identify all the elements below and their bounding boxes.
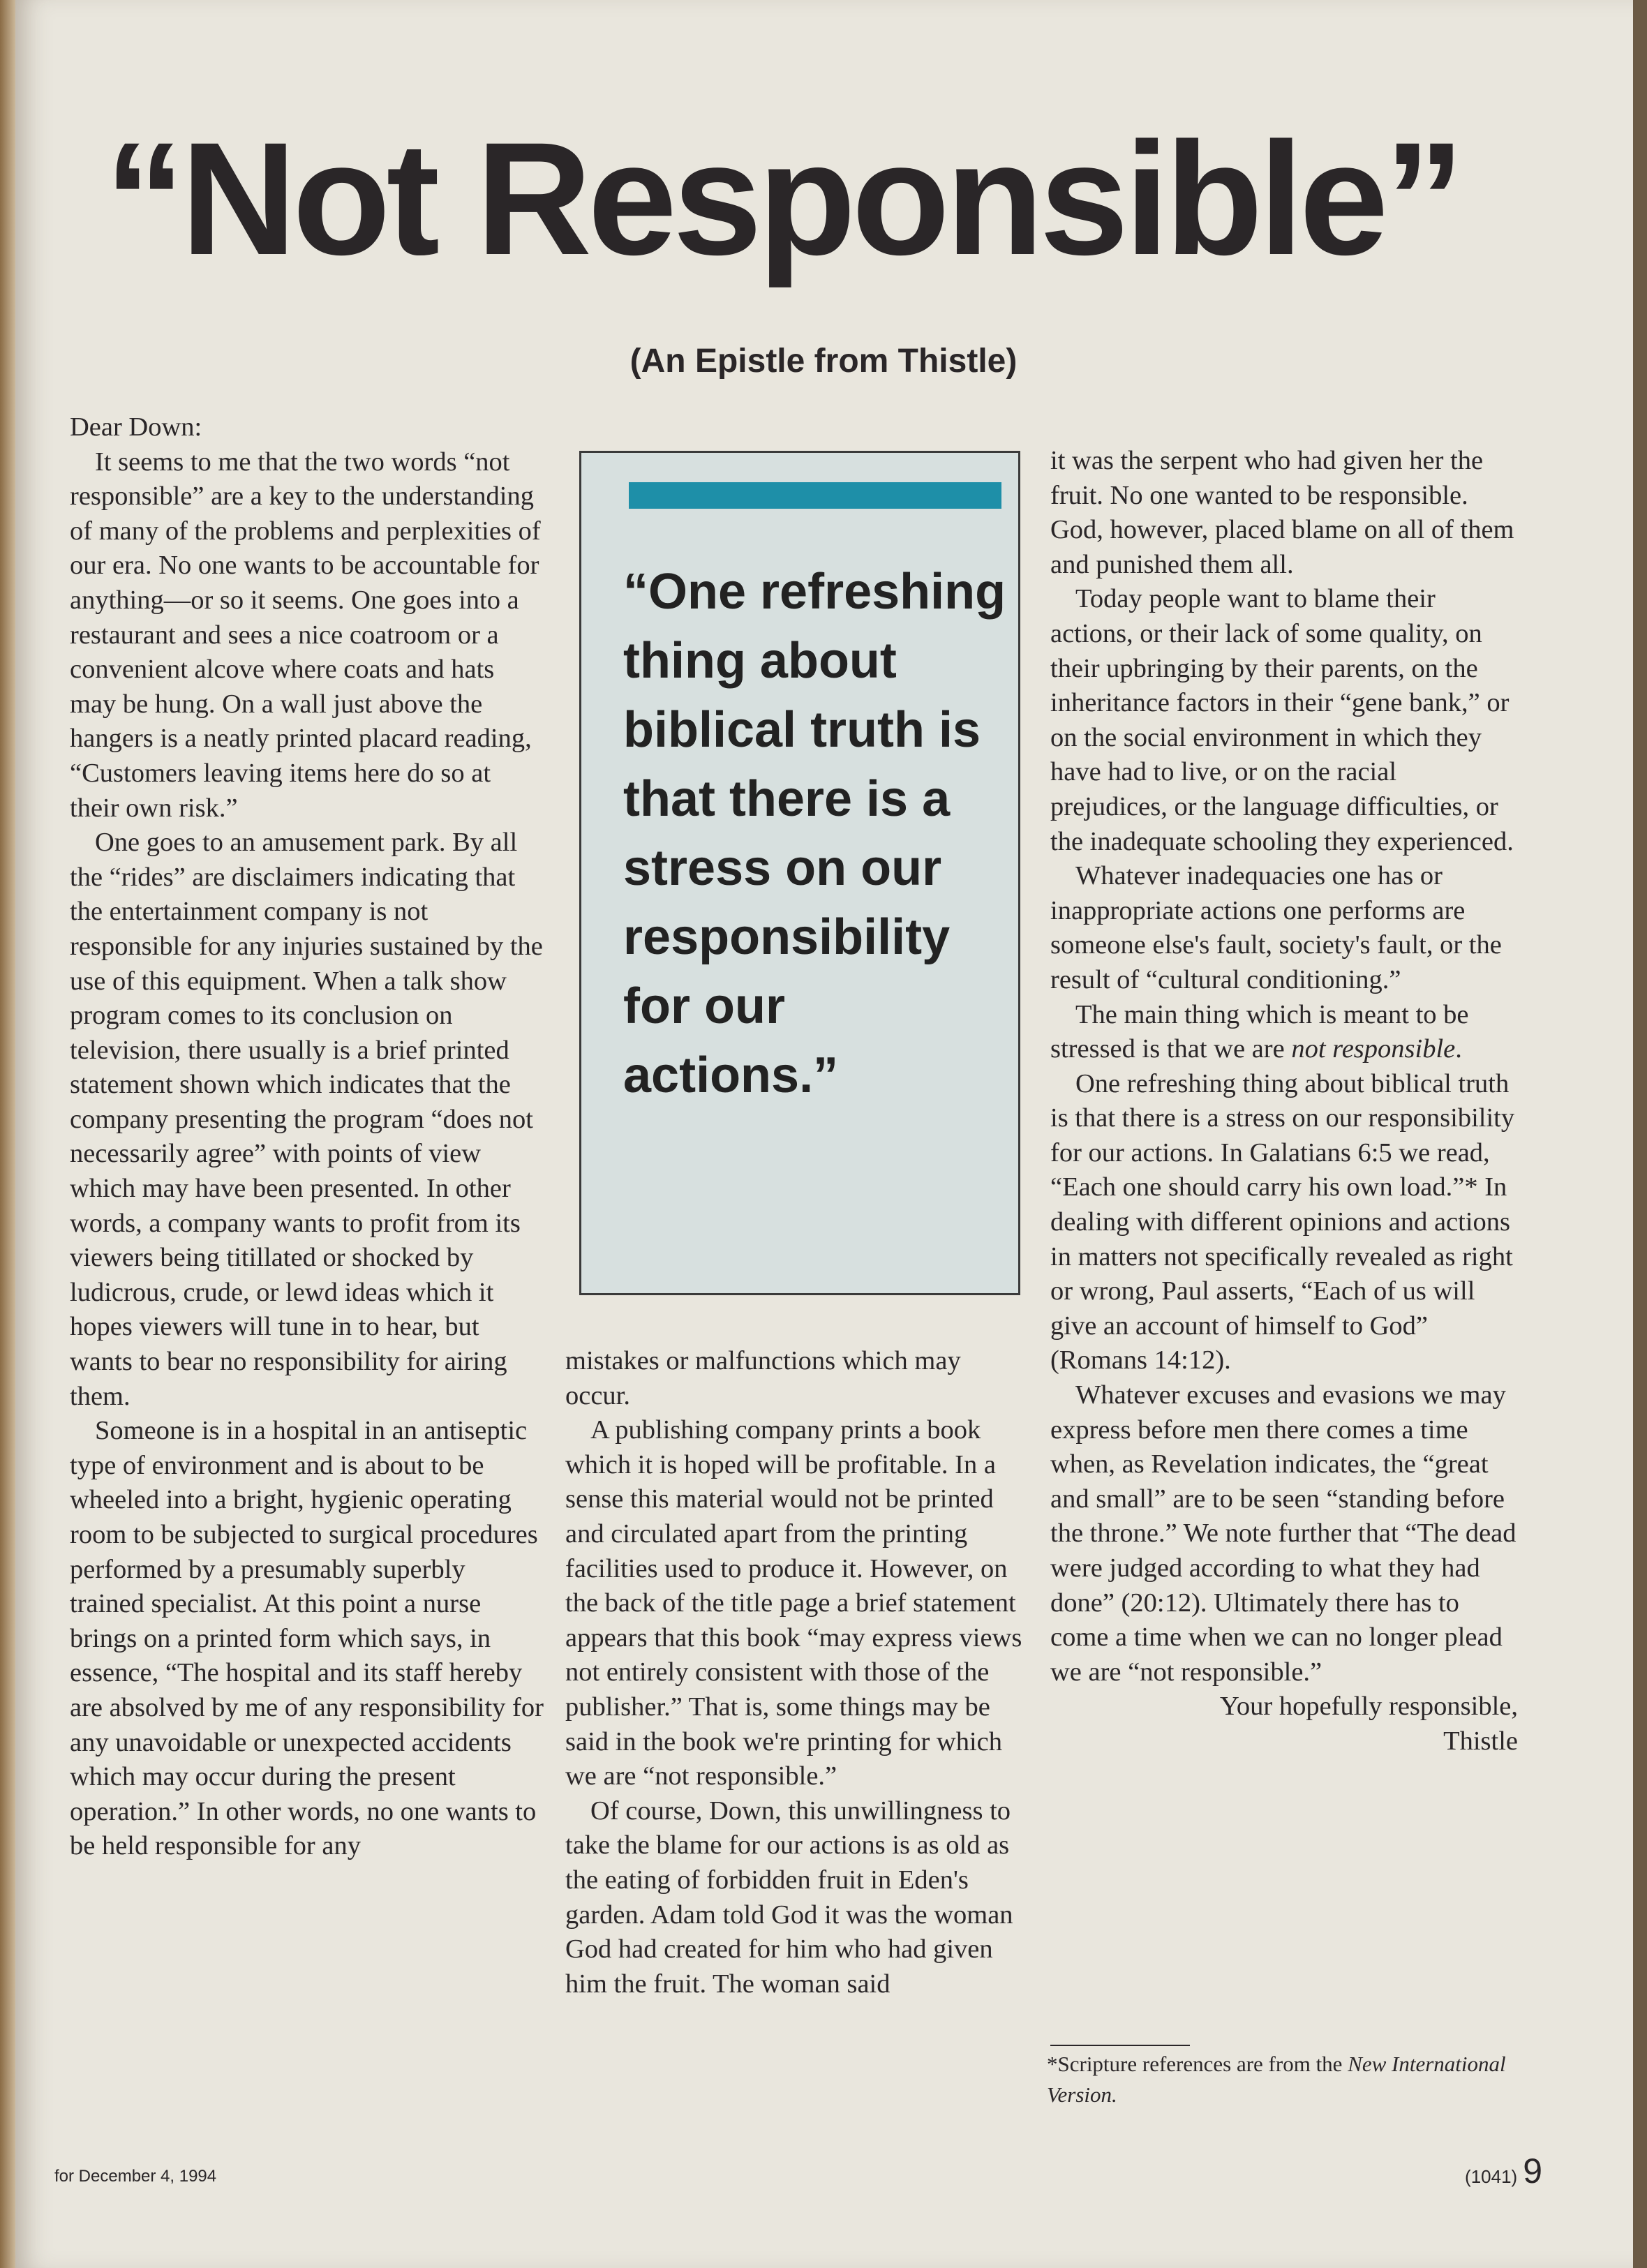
text-column-3 bbox=[1050, 444, 1518, 1759]
paragraph-text: The main thing which is meant to be stressed is that we are bbox=[1050, 999, 1469, 1064]
salutation: Dear Down: bbox=[70, 412, 202, 442]
footnote-divider bbox=[1050, 2045, 1190, 2046]
paragraph-text-end: . bbox=[1455, 1034, 1462, 1064]
signature: Thistle bbox=[1443, 1726, 1518, 1756]
page-spine bbox=[0, 0, 15, 2268]
article-title: “Not Responsible” bbox=[105, 109, 1461, 288]
paragraph: One goes to an amusement park. By all the “rides” are disclaimers indicating that the entertainment company is not responsible for any injuries sustained by the use of this equipment. When a talk show program comes to its conclusion on television, there usually is a brief printed statement shown which indicates that the company presenting the program “does not necessarily agree” with points of view which may have been presented. In other words, a company wants to profit from its viewers being titillated or shocked by ludicrous, crude, or lewd ideas which it hopes viewers will tune in to hear, but wants to bear no responsibility for airing them. bbox=[70, 828, 543, 1411]
pull-quote-box bbox=[579, 451, 1020, 1295]
text-column-1 bbox=[70, 410, 544, 1864]
paragraph: A publishing company prints a book which it is hoped will be profitable. In a sense this material would not be printed and circulated apart from the printing facilities used to produce it. However, on the back of the title page a brief statement appears that this book “may express views not entirely consistent with those of the publisher.” That is, some things may be said in the book we're printing for which we are “not responsible.” bbox=[565, 1415, 1022, 1791]
issue-code: (1041) bbox=[1465, 2166, 1518, 2187]
emphasis-text: not responsible bbox=[1291, 1034, 1456, 1064]
paragraph: Of course, Down, this unwillingness to take the blame for our actions is as old as the eating of forbidden fruit in Eden's garden. Adam told God it was the woman God had created for him who had given him the fruit. The woman said bbox=[565, 1796, 1013, 1999]
page-number: 9 bbox=[1523, 2151, 1542, 2191]
footnote-text: *Scripture references are from the bbox=[1047, 2052, 1348, 2076]
issue-date: for December 4, 1994 bbox=[54, 2167, 217, 2186]
footnote-version: New International Version. bbox=[1047, 2052, 1506, 2107]
pull-quote-accent-bar bbox=[629, 482, 1001, 509]
footnote bbox=[1047, 2049, 1528, 2110]
paragraph: Today people want to blame their actions, or their lack of some quality, on their upbringing by their parents, on the inheritance factors in their “gene bank,” or on the social environment in which they have had to live, or on the racial prejudices, or the language difficulties, or the inadequate schooling they experienced. bbox=[1050, 584, 1514, 856]
paragraph: Whatever excuses and evasions we may express before men there comes a time when, as Revelation indicates, the “great and small” are to be seen “standing before the throne.” We note further that “The dead were judged according to what they had done” (20:12). Ultimately there has to come a time when we can no longer plead we are “not responsible.” bbox=[1050, 1380, 1516, 1687]
paragraph: Someone is in a hospital in an antiseptic type of environment and is about to be wheeled into a bright, hygienic operating room to be subjected to surgical procedures performed by a presumably superbly trained specialist. At this point a nurse brings on a printed form which says, in essence, “The hospital and its staff hereby are absolved by me of any responsibility for any unavoidable or unexpected accidents which may occur during the present operation.” In other words, no one wants to be held responsible for any bbox=[70, 1416, 544, 1861]
paragraph: One refreshing thing about biblical truth is that there is a stress on our responsibility for our actions. In Galatians 6:5 we read, “Each one should carry his own load.”* In dealing with different opinions and actions in matters not specifically revealed as right or wrong, Paul asserts, “Each of us will give an account of himself to God” (Romans 14:12). bbox=[1050, 1068, 1515, 1375]
closing: Your hopefully responsible, bbox=[1219, 1692, 1518, 1722]
paragraph bbox=[1050, 998, 1518, 1067]
paragraph: It seems to me that the two words “not responsible” are a key to the understanding of many of the problems and perplexities of our era. No one wants to be accountable for anything—or so it seems. One goes into a restaurant and sees a nice coatroom or a convenient alcove where coats and hats may be hung. On a wall just above the hangers is a neatly printed placard reading, “Customers leaving items here do so at their own risk.” bbox=[70, 447, 541, 823]
pull-quote-text: “One refreshing thing about biblical truth is that there is a stress on our responsibility for our actions.” bbox=[623, 564, 1006, 1103]
page-footer bbox=[1465, 2151, 1542, 2191]
paragraph: Whatever inadequacies one has or inappropriate actions one performs are someone else's fault, society's fault, or the result of “cultural conditioning.” bbox=[1050, 861, 1502, 994]
paragraph: it was the serpent who had given her the fruit. No one wanted to be responsible. God, however, placed blame on all of them and punished them all. bbox=[1050, 446, 1514, 579]
text-column-2 bbox=[565, 1344, 1026, 2001]
article-subtitle: (An Epistle from Thistle) bbox=[629, 343, 1018, 380]
paragraph: mistakes or malfunctions which may occur. bbox=[565, 1346, 961, 1410]
